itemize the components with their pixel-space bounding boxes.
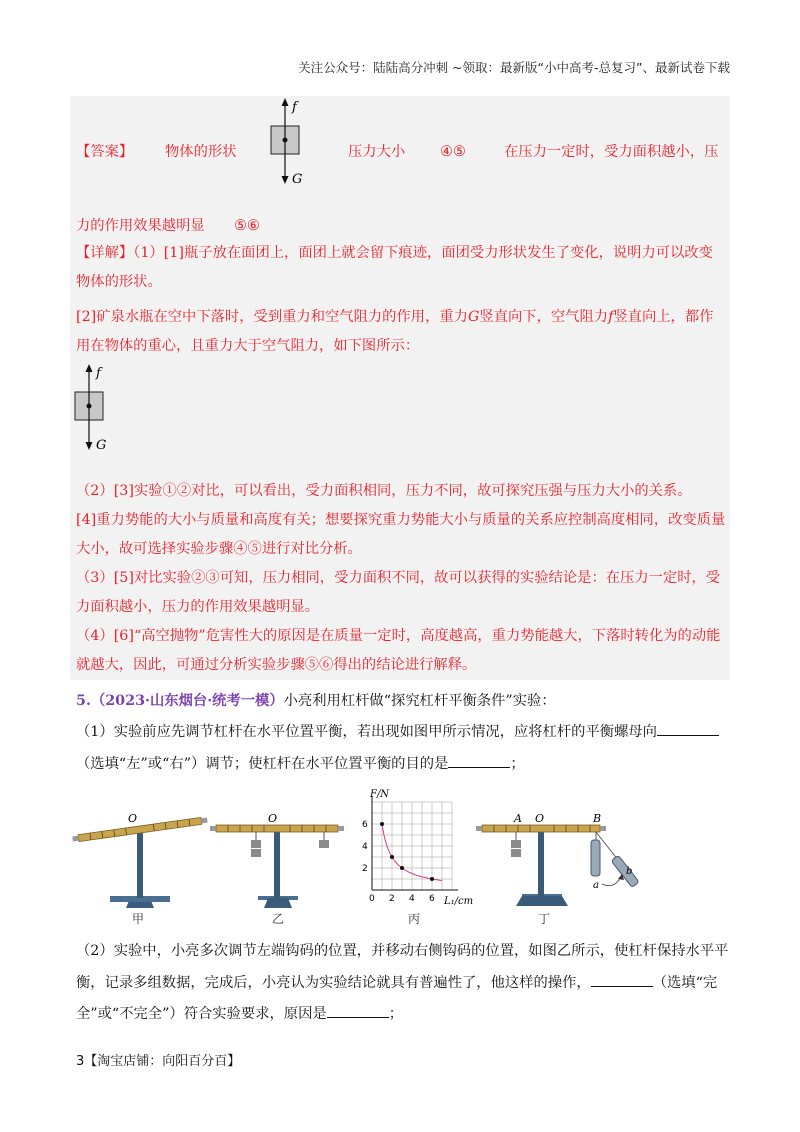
question-number: 5. bbox=[76, 693, 91, 709]
caption-bing: 丙 bbox=[408, 912, 421, 926]
label-a: a bbox=[593, 880, 599, 891]
caption-yi: 乙 bbox=[272, 912, 285, 926]
detail-para-1: 【详解】（1）[1]瓶子放在面团上，面团上就会留下痕迹，面团受力形状发生了变化，说明力可以改变物体的形状。 bbox=[76, 245, 713, 290]
question-5-part2-line1: （2）实验中，小亮多次调节左端钩码的位置，并移动右侧钩码的位置，如图乙所示，使杠杆保持水平平 bbox=[76, 943, 729, 959]
answer-line bbox=[76, 142, 719, 162]
answer-3: 压力大小 bbox=[348, 144, 406, 160]
label-O: O bbox=[535, 812, 545, 825]
detail-label: 【详解】 bbox=[76, 245, 134, 261]
figure-jia-lever bbox=[70, 800, 210, 910]
answer-blank-1[interactable] bbox=[657, 721, 719, 736]
chart-marks bbox=[380, 822, 442, 881]
label-O: O bbox=[128, 812, 138, 825]
y-tick-label: 6 bbox=[362, 820, 368, 830]
chart-grid bbox=[372, 796, 458, 890]
figure-bing-chart bbox=[352, 786, 476, 916]
page-header: 关注公众号：陆陆高分冲刺 ~领取：最新版“小中高考-总复习”、最新试卷下载 bbox=[298, 60, 730, 75]
x-axis-label: L₁/cm bbox=[444, 896, 474, 907]
answer-line-2 bbox=[76, 216, 260, 236]
question-5-part2-line2: 衡，记录多组数据，完成后，小亮认为实验结论就具有普遍性了，他这样的操作， （选填“完 bbox=[76, 972, 717, 993]
question-5-part1-line2: （选填“左”或“右”）调节；使杠杆在水平位置平衡的目的是 ； bbox=[76, 753, 525, 774]
data-point bbox=[400, 866, 404, 870]
label-f: f bbox=[292, 100, 297, 115]
force-diagram-answer bbox=[266, 96, 316, 188]
caption-jia: 甲 bbox=[132, 912, 145, 926]
data-point bbox=[390, 855, 394, 859]
answer-5-part1: 在压力一定时，受力面积越小，压 bbox=[504, 144, 719, 160]
x-tick-label: 2 bbox=[389, 894, 395, 904]
detail-para-2: [2]矿泉水瓶在空中下落时，受到重力和空气阻力的作用，重力G竖直向下，空气阻力f竖直向上，都作用在物体的重心，且重力大于空气阻力，如下图所示： bbox=[76, 309, 714, 354]
y-tick-label: 2 bbox=[362, 864, 368, 874]
answer-label: 【答案】 bbox=[76, 144, 134, 160]
x-tick-label: 6 bbox=[429, 894, 435, 904]
label-G: G bbox=[292, 172, 303, 187]
y-tick-label: 4 bbox=[362, 842, 368, 852]
answer-4: ④⑤ bbox=[440, 144, 466, 160]
question-5-part1-line1: （1）实验前应先调节杠杆在水平位置平衡，若出现如图甲所示情况，应将杠杆的平衡螺母向 bbox=[76, 721, 719, 742]
label-A: A bbox=[514, 812, 522, 825]
label-O: O bbox=[268, 812, 278, 825]
detail-para-6: （4）[6]“高空抛物”危害性大的原因是在质量一定时，高度越高，重力势能越大，下落时转化为的动能就越大，因此，可通过分析实验步骤⑤⑥得出的结论进行解释。 bbox=[76, 628, 721, 673]
detail-para-3: （2）[3]实验①②对比，可以看出，受力面积相同，压力不同，故可探究压强与压力大小的关系。 bbox=[76, 483, 692, 499]
answer-6: ⑤⑥ bbox=[234, 218, 260, 234]
answer-blank-3[interactable] bbox=[591, 972, 653, 987]
answer-1: 物体的形状 bbox=[165, 144, 237, 160]
question-stem: 小亮利用杠杆做“探究杠杆平衡条件”实验： bbox=[283, 693, 556, 709]
detail-para-5: （3）[5]对比实验②③可知，压力相同，受力面积不同，故可以获得的实验结论是：在压力一定时，受力面积越小，压力的作用效果越明显。 bbox=[76, 570, 721, 615]
arrow-up-icon bbox=[86, 364, 93, 372]
question-5-part2-line3: 全”或“不完全”）符合实验要求，原因是 ； bbox=[76, 1003, 403, 1024]
figure-ding-lever bbox=[470, 800, 640, 910]
force-diagram-detail bbox=[70, 362, 120, 454]
chart-ticks bbox=[362, 820, 435, 904]
x-tick-label: 4 bbox=[409, 894, 415, 904]
page-footer: 3【淘宝店铺：向阳百分百】 bbox=[76, 1054, 241, 1069]
label-B: B bbox=[593, 812, 602, 825]
label-f: f bbox=[96, 366, 101, 381]
label-b: b bbox=[626, 866, 633, 877]
answer-blank-4[interactable] bbox=[327, 1003, 389, 1018]
answer-5-part2: 力的作用效果越明显 bbox=[76, 218, 205, 234]
label-G: G bbox=[96, 438, 107, 453]
arrow-down-icon bbox=[86, 442, 93, 450]
question-source: （2023·山东烟台·统考一模） bbox=[90, 693, 284, 709]
y-axis-label: F/N bbox=[370, 789, 390, 800]
arrow-down-icon bbox=[282, 176, 289, 184]
caption-ding: 丁 bbox=[538, 912, 551, 926]
question-5-title bbox=[76, 691, 556, 711]
arrow-up-icon bbox=[282, 98, 289, 106]
data-point bbox=[430, 877, 434, 881]
figure-yi-lever bbox=[206, 800, 346, 910]
answer-blank-2[interactable] bbox=[448, 753, 510, 768]
data-point bbox=[380, 822, 384, 826]
detail-para-4: [4]重力势能的大小与质量和高度有关；想要探究重力势能大小与质量的关系应控制高度相同，改变质量大小，故可选择实验步骤④⑤进行对比分析。 bbox=[76, 512, 726, 557]
x-tick-label: 0 bbox=[369, 894, 375, 904]
